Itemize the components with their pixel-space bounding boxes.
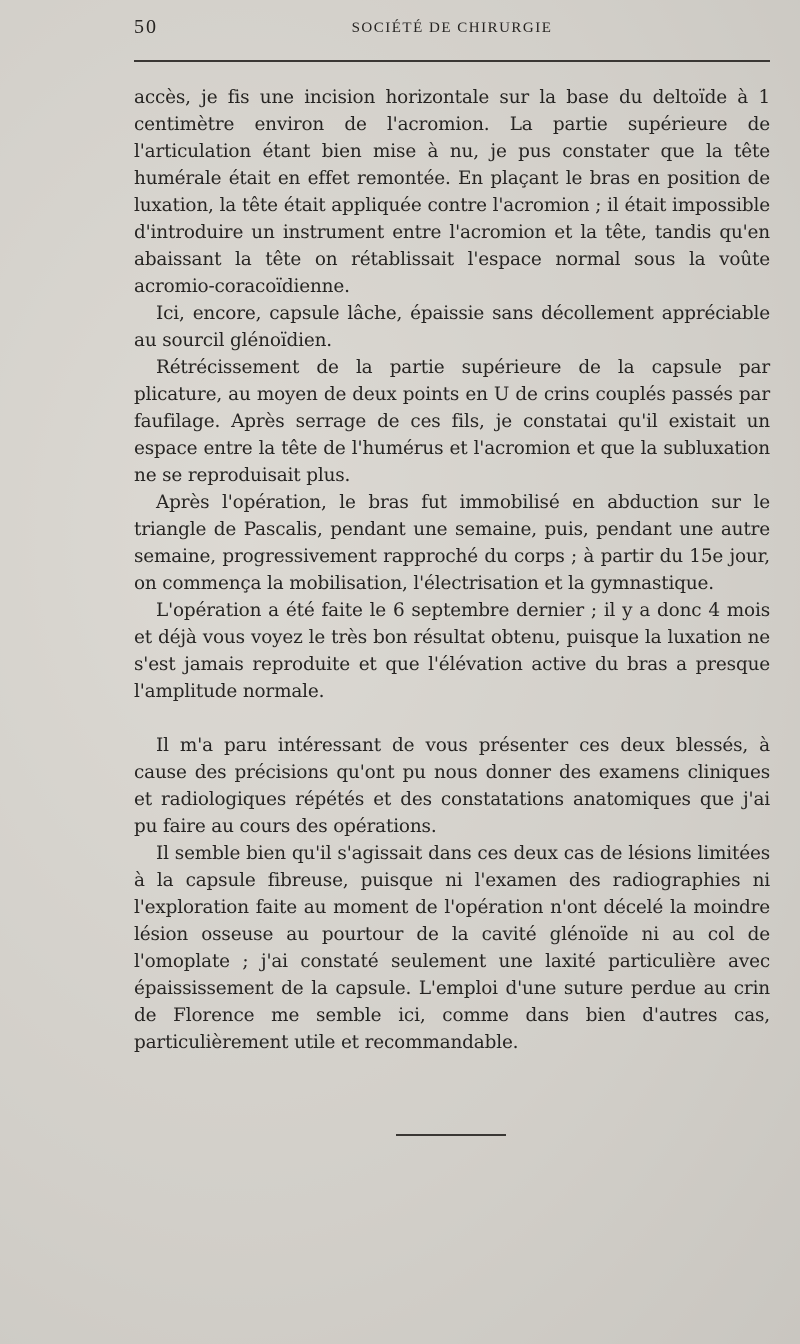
- paragraph-3: Rétrécissement de la partie supérieure de la capsule par plicature, au moyen de deux points en U de crins couplés passés par faufilage. Après serrage de ces fils, je constatai qu'il existait un espace entre la tête de l'humérus et l'acromion et que la subluxation ne se reproduisait plus.: [134, 357, 770, 486]
- paragraph-7: Il semble bien qu'il s'agissait dans ces deux cas de lésions limitées à la capsule fibreuse, puisque ni l'examen des radiographies ni l'exploration faite au moment de l'opération n'ont décelé la moindre lésion osseuse au pourtour de la cavité glénoïde ni au col de l'omoplate ; j'ai constaté seulement une laxité particulière avec épaississement de la capsule. L'emploi d'une suture perdue au crin de Florence me semble ici, comme dans bien d'autres cas, particulièrement utile et recommandable.: [134, 843, 770, 1053]
- paragraph-1: accès, je fis une incision horizontale sur la base du deltoïde à 1 centimètre environ de l'acromion. La partie supérieure de l'articulation étant bien mise à nu, je pus constater que la tête humérale était en effet remontée. En plaçant le bras en position de luxation, la tête était appliquée contre l'acromion ; il était impossible d'introduire un instrument entre l'acromion et la tête, tandis qu'en abaissant la tête on rétablissait l'espace normal sous la voûte acromio-coracoïdienne.: [134, 87, 770, 297]
- section-gap: [134, 705, 770, 732]
- book-page: [134, 16, 770, 1053]
- paragraph-6: Il m'a paru intéressant de vous présenter ces deux blessés, à cause des précisions qu'ont pu nous donner des examens cliniques et radiologiques répétés et des constatations anatomiques que j'ai pu faire au cours des opérations.: [134, 735, 770, 837]
- running-head: [134, 16, 770, 46]
- body-text: [134, 84, 770, 1056]
- running-title: SOCIÉTÉ DE CHIRURGIE: [351, 20, 553, 36]
- paragraph-2: Ici, encore, capsule lâche, épaissie sans décollement appréciable au sourcil glénoïdien.: [134, 303, 770, 351]
- page-number: 50: [134, 16, 158, 38]
- paragraph-5: L'opération a été faite le 6 septembre dernier ; il y a donc 4 mois et déjà vous voyez le très bon résultat obtenu, puisque la luxation ne s'est jamais reproduite et que l'élévation active du bras a presque l'amplitude normale.: [134, 600, 770, 702]
- end-rule: [396, 1134, 506, 1136]
- header-rule: [134, 60, 770, 62]
- paragraph-4: Après l'opération, le bras fut immobilisé en abduction sur le triangle de Pascalis, pendant une semaine, puis, pendant une autre semaine, progressivement rapproché du corps ; à partir du 15e jour, on commença la mobilisation, l'électrisation et la gymnastique.: [134, 492, 770, 594]
